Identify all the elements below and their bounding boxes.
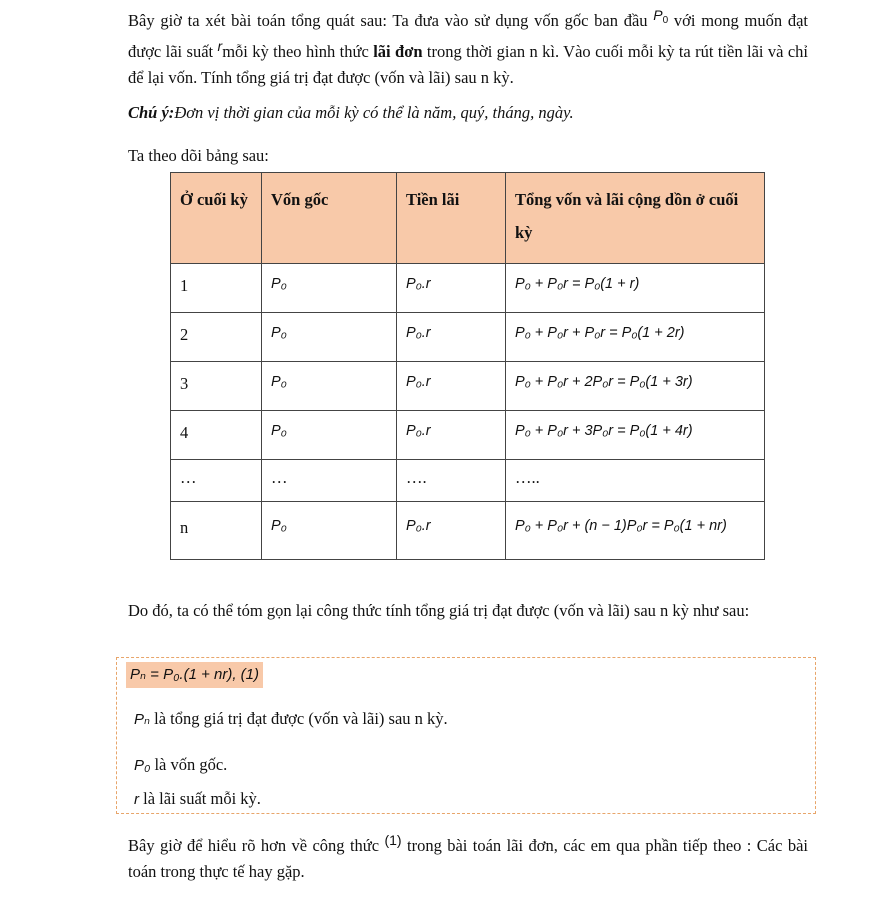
cell-principal: P₀ [262,313,397,362]
note-label: Chú ý: [128,103,175,122]
definition-pn [134,707,448,732]
cell-total: ….. [506,460,765,502]
intro-text-4: trong thời gian n kì. Vào cuối mỗi kỳ ta rút tiền lãi và chỉ để lại vốn. Tính tổng giá trị đạt được (vốn và lãi) sau n kỳ. [128,42,809,87]
intro-text-1: Bây giờ ta xét bài toán tổng quát sau: Ta đưa vào sử dụng vốn gốc ban đầu [128,11,648,30]
table-header-row [171,173,765,264]
cell-interest: P₀.r [397,313,506,362]
cell-period: 4 [171,411,262,460]
simple-interest-formula: Pₙ = P₀.(1 + nr), (1) [126,662,263,688]
table-row [171,264,765,313]
cell-period: 2 [171,313,262,362]
cell-total: P₀ + P₀r + 2P₀r = P₀(1 + 3r) [506,362,765,411]
closing-text-1: Bây giờ để hiểu rõ hơn về công thức [128,836,380,855]
table-intro: Ta theo dõi bảng sau: [128,146,269,165]
cell-interest: …. [397,460,506,502]
cell-period: n [171,502,262,560]
table-row [171,411,765,460]
cell-period: 3 [171,362,262,411]
intro-paragraph [128,8,808,90]
header-period: Ở cuối kỳ [171,173,262,264]
table-row [171,460,765,502]
p0-text: là vốn gốc. [154,755,228,774]
definition-r [134,787,261,812]
cell-interest: P₀.r [397,362,506,411]
cell-total: P₀ + P₀r + 3P₀r = P₀(1 + 4r) [506,411,765,460]
cell-principal: … [262,460,397,502]
cell-total: P₀ + P₀r + P₀r = P₀(1 + 2r) [506,313,765,362]
header-interest: Tiền lãi [397,173,506,264]
header-principal: Vốn gốc [262,173,397,264]
closing-text-2: trong bài toán lãi đơn, các em qua phần tiếp theo : Các bài toán trong thực tế hay gặp. [128,836,809,881]
table-row [171,313,765,362]
simple-interest-label: lãi đơn [373,42,423,61]
pn-symbol: Pₙ [134,711,150,728]
formula-reference: (1) [384,832,402,848]
intro-text-3: mỗi kỳ theo hình thức [222,42,369,61]
cell-period: 1 [171,264,262,313]
header-total: Tổng vốn và lãi cộng dồn ở cuối kỳ [506,173,765,264]
cell-period: … [171,460,262,502]
cell-principal: P₀ [262,502,397,560]
p0-def-symbol: P₀ [134,757,151,774]
interest-table [170,172,765,560]
table-row [171,502,765,560]
note-text: Đơn vị thời gian của mỗi kỳ có thể là năm, quý, tháng, ngày. [174,103,574,122]
closing-paragraph [128,833,808,884]
cell-interest: P₀.r [397,411,506,460]
cell-interest: P₀.r [397,264,506,313]
intro-text-2: với mong muốn đạt được lãi suất [128,11,809,61]
p0-symbol: P0 [653,7,669,26]
cell-principal: P₀ [262,362,397,411]
cell-interest: P₀.r [397,502,506,560]
r-def-symbol: r [134,791,139,808]
r-symbol: r [217,38,223,54]
pn-text: là tổng giá trị đạt được (vốn và lãi) sau n kỳ. [154,709,448,728]
table-row [171,362,765,411]
r-text: là lãi suất mỗi kỳ. [143,789,261,808]
summary-paragraph: Do đó, ta có thể tóm gọn lại công thức tính tổng giá trị đạt được (vốn và lãi) sau n kỳ như sau: [128,601,750,620]
cell-total: P₀ + P₀r = P₀(1 + r) [506,264,765,313]
cell-principal: P₀ [262,411,397,460]
definition-p0 [134,753,227,778]
note-paragraph [128,100,808,125]
cell-principal: P₀ [262,264,397,313]
cell-total: P₀ + P₀r + (n − 1)P₀r = P₀(1 + nr) [506,502,765,560]
